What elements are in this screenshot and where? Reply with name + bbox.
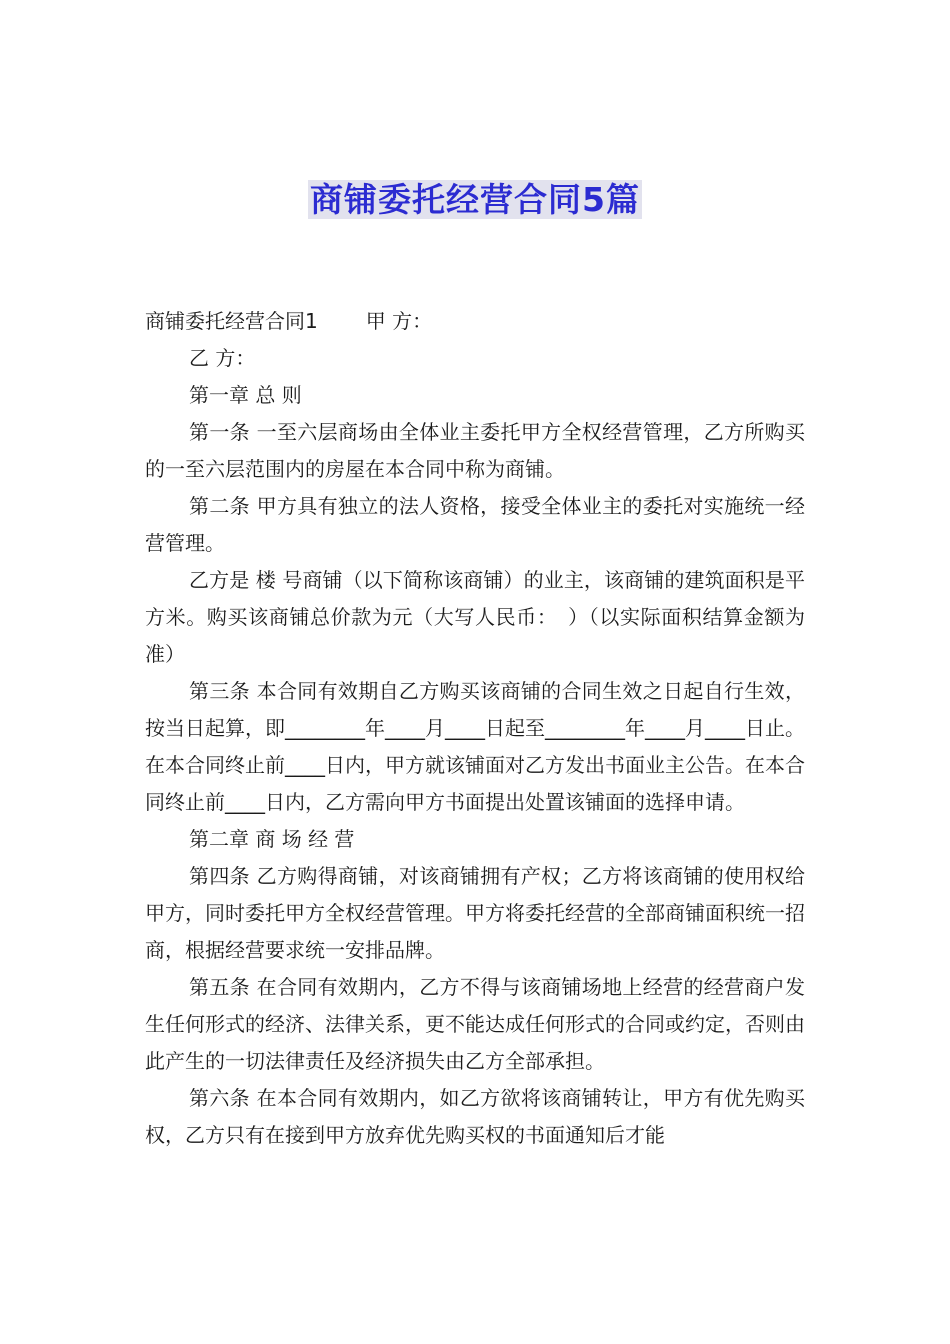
paragraph: 乙方是 楼 号商铺（以下简称该商铺）的业主，该商铺的建筑面积是平方米。购买该商铺总价款为元（大写人民币： ）（以实际面积结算金额为准）: [145, 568, 805, 666]
chapter-heading: 第一章 总 则: [189, 383, 302, 407]
document-title-text: 商铺委托经营合同5篇: [310, 180, 640, 219]
paragraph: 第三条 本合同有效期自乙方购买该商铺的合同生效之日起自行生效，按当日起算，即________年____月____日起至________年____月____日止。在本合同终止前____日内，甲方就该铺面对乙方发出书面业主公告。在本合同终止前____日内，乙方需向甲方书面提出处置该铺面的选择申请。: [145, 679, 805, 814]
paragraph: 乙 方：: [189, 346, 256, 370]
chapter-heading: 第二章 商 场 经 营: [189, 827, 355, 851]
paragraph: 第二条 甲方具有独立的法人资格，接受全体业主的委托对实施统一经营管理。: [145, 494, 805, 555]
paragraph: 第六条 在本合同有效期内，如乙方欲将该商铺转让，甲方有优先购买权，乙方只有在接到甲方放弃优先购买权的书面通知后才能: [145, 1086, 805, 1147]
party-a-label: 甲 方：: [365, 309, 433, 333]
paragraph: 第四条 乙方购得商铺，对该商铺拥有产权；乙方将该商铺的使用权给甲方，同时委托甲方全权经营管理。甲方将委托经营的全部商铺面积统一招商，根据经营要求统一安排品牌。: [145, 864, 805, 962]
document-body: [145, 303, 805, 1154]
document-title: [0, 172, 950, 228]
paragraph: 第一条 一至六层商场由全体业主委托甲方全权经营管理，乙方所购买的一至六层范围内的房屋在本合同中称为商铺。: [145, 420, 805, 481]
paragraph: 第五条 在合同有效期内，乙方不得与该商铺场地上经营的经营商户发生任何形式的经济、法律关系，更不能达成任何形式的合同或约定，否则由此产生的一切法律责任及经济损失由乙方全部承担。: [145, 975, 805, 1073]
contract-number-label: 商铺委托经营合同1: [145, 309, 318, 333]
heading-line: [145, 303, 805, 340]
